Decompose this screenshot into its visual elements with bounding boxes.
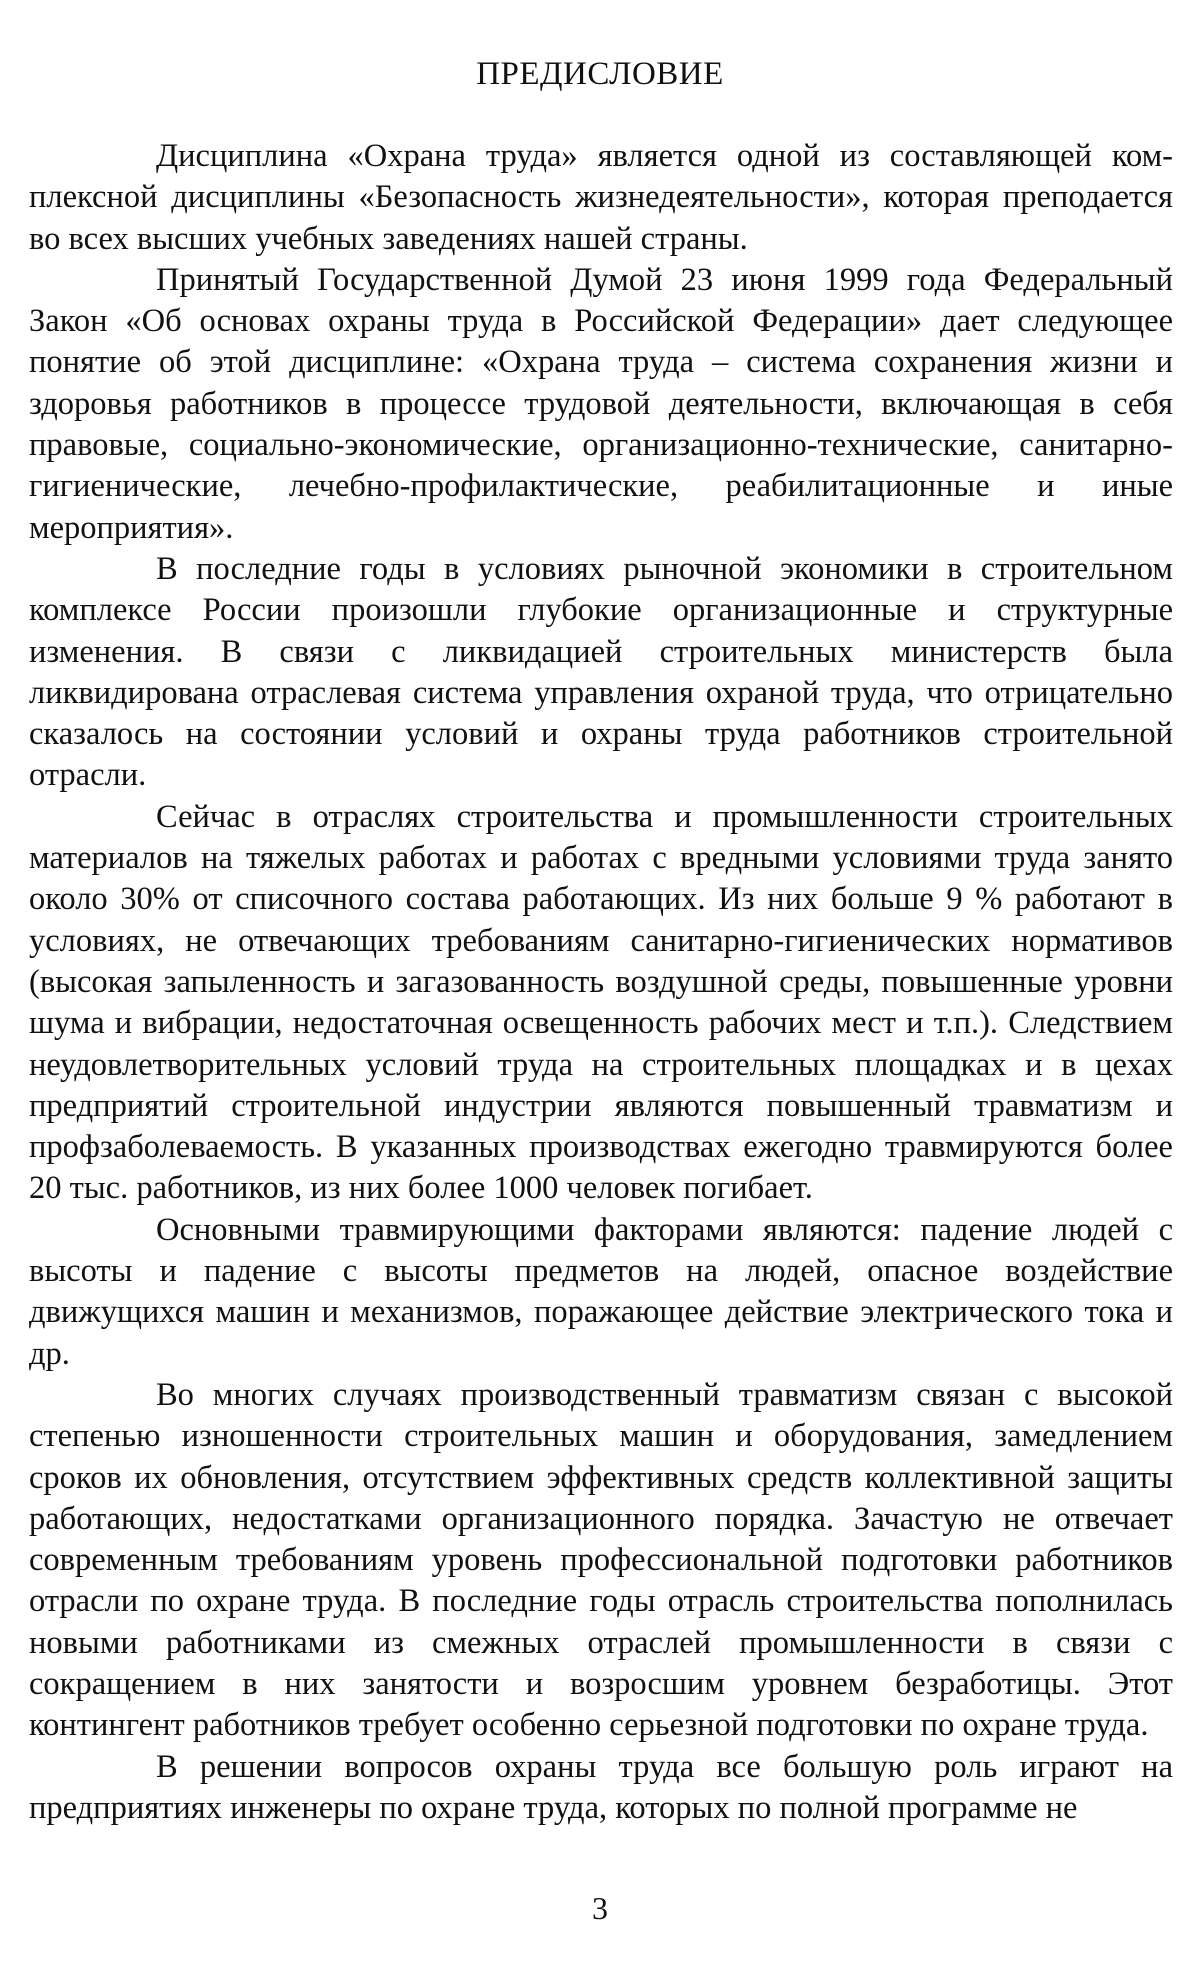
paragraph: В последние годы в условиях рыночной экономики в строительном комплексе России произошли глубокие организационные и структурные изменения. В связи с ликвидацией строительных министерств была ликвидирована отраслевая система управления охраной труда, что отрицательно сказалось на состоянии условий и охраны труда работников строительной отрасли. <box>29 550 1173 794</box>
body-text <box>29 136 1173 1829</box>
paragraph: Основными травмирующими факторами являются: падение людей с высоты и падение с высоты предметов на людей, опасное воздействие движущихся машин и механизмов, поражающее действие электрического тока и др. <box>29 1211 1173 1372</box>
page-number: 3 <box>592 1890 608 1926</box>
paragraph: Во многих случаях производственный травматизм связан с высокой степенью изношенности строительных машин и оборудования, замедлением сроков их обновления, отсутствием эффективных средств коллективной защиты работающих, недостатками организационного порядка. Зачастую не отвечает современным требованиям уровень профессиональной подготовки работников отрасли по охране труда. В последние годы отрасль строительства пополнилась новыми работниками из смежных отраслей промышленности в связи с сокращением в них занятости и возросшим уровнем безработицы. Этот контингент работников требует особенно серьезной подготовки по охране труда. <box>29 1376 1173 1744</box>
paragraph-continued: В решении вопросов охраны труда все большую роль играют на предприятиях инженеры по охране труда, которых по полной программе не <box>29 1748 1173 1826</box>
paragraph: Сейчас в отраслях строительства и промышленности строительных материалов на тяжелых работах и работах с вредными условиями труда занято около 30% от списочного состава работающих. Из них больше 9 % работают в условиях, не отвечающих требованиям санитарно-гигиенических нормативов (высокая запыленность и загазованность воздушной среды, повышенные уровни шума и вибрации, недостаточная освещенность рабочих мест и т.п.). Следствием неудовлетворительных условий труда на строительных площадках и в цехах предприятий строительной индустрии являются повышенный травматизм и профзаболеваемость. В указанных производствах ежегодно травмируются более 20 тыс. работников, из них более 1000 человек погибает. <box>29 798 1173 1207</box>
page-title: ПРЕДИСЛОВИЕ <box>476 56 724 92</box>
paragraph: Принятый Государственной Думой 23 июня 1999 года Федеральный Закон «Об основах охраны труда в Российской Федерации» дает следующее понятие об этой дисциплине: «Охрана труда – система сохранения жизни и здоровья работников в процессе трудовой деятельности, включающая в себя правовые, социально-экономические, организационно-технические, санитарно-гигиенические, лечебно-профилактические, реабилитационные и иные мероприятия». <box>29 261 1173 546</box>
paragraph: Дисциплина «Охрана труда» является одной из составляющей комплексной дисциплины «Безопасность жизнедеятельности», которая преподается во всех высших учебных заведениях нашей страны. <box>29 138 1173 257</box>
